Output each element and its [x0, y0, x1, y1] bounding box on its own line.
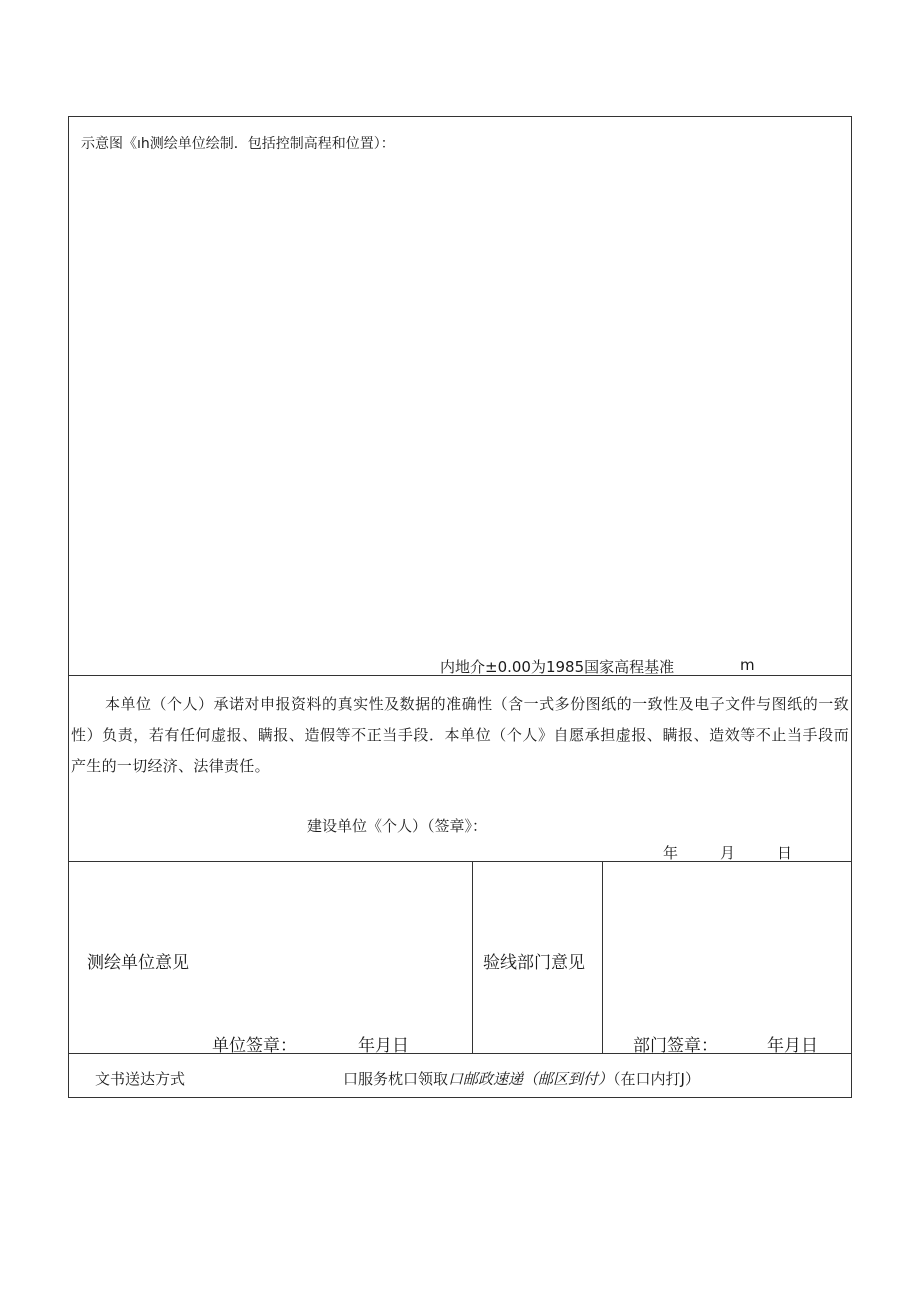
elevation-note: 内地介±0.00为1985国家高程基准 — [440, 658, 675, 676]
survey-unit-date: 年月日 — [358, 1036, 409, 1056]
inspection-dept-opinion-label: 验线部门意见 — [483, 953, 585, 973]
construction-signature-field[interactable] — [509, 811, 809, 835]
survey-unit-opinion-label: 测绘单位意见 — [87, 953, 189, 973]
diagram-label: 示意图《ıh测绘单位绘制．包括控制高程和位置）： — [81, 136, 395, 152]
dept-stamp-label: 部门签章： — [633, 1036, 718, 1056]
survey-unit-opinion-field[interactable] — [71, 865, 469, 1045]
dept-date: 年月日 — [767, 1036, 818, 1056]
date-month: 月 — [720, 844, 736, 862]
construction-signature-label: 建设单位《个人）（签章》： — [307, 817, 488, 835]
divider — [69, 861, 851, 862]
delivery-option-pickup[interactable]: 口服务枕口领取 — [343, 1070, 449, 1088]
elevation-unit: m — [740, 656, 755, 674]
approval-form — [68, 116, 852, 1098]
date-day: 日 — [777, 844, 793, 862]
column-divider — [472, 861, 473, 1053]
commitment-text: 本单位（个人）承诺对申报资料的真实性及数据的准确性（含一式多份图纸的一致性及电子文件与图纸的一致性）负责，若有任何虚报、瞒报、造假等不正当手段．本单位（个人》自愿承担虚报、瞒报、造效等不止当手段而产生的一切经济、法律责任。 — [71, 695, 849, 775]
survey-unit-stamp-label: 单位签章： — [212, 1036, 297, 1056]
delivery-method-label: 文书送达方式 — [95, 1070, 186, 1088]
diagram-area[interactable] — [69, 157, 851, 647]
delivery-option-post[interactable]: 口邮政速递（邮区到付） — [448, 1070, 614, 1088]
column-divider — [602, 861, 603, 1053]
divider — [69, 675, 851, 676]
divider — [69, 1053, 851, 1054]
date-year: 年 — [663, 844, 679, 862]
delivery-options[interactable] — [343, 1068, 700, 1089]
inspection-dept-opinion-field[interactable] — [605, 865, 849, 1045]
delivery-instruction: （在口内打J） — [613, 1070, 700, 1088]
